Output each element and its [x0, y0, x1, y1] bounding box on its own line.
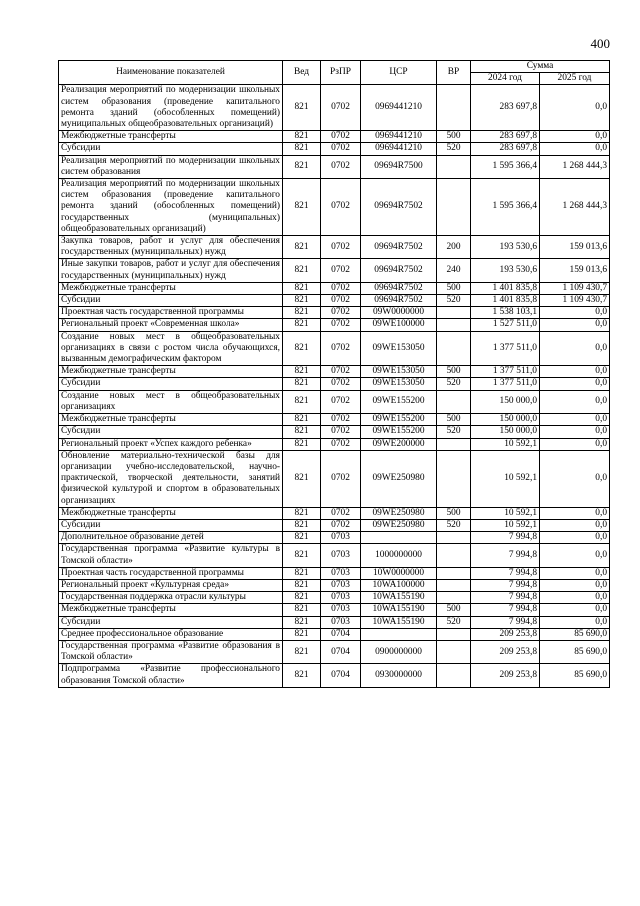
cell-name: Государственная программа «Развитие образования в Томской области»	[59, 640, 283, 663]
cell-csr: 09WE250980	[361, 519, 437, 531]
cell-csr: 10W0000000	[361, 567, 437, 579]
cell-vr	[437, 450, 471, 507]
cell-name: Межбюджетные трансферты	[59, 366, 283, 378]
cell-y2024: 209 253,8	[471, 640, 540, 663]
cell-csr: 0930000000	[361, 664, 437, 687]
cell-y2024: 193 530,6	[471, 259, 540, 282]
table-row	[59, 366, 610, 378]
cell-ved: 821	[283, 640, 321, 663]
cell-y2025: 0,0	[540, 438, 610, 450]
table-row	[59, 390, 610, 413]
table-row	[59, 295, 610, 307]
cell-ved: 821	[283, 179, 321, 236]
cell-name: Межбюджетные трансферты	[59, 414, 283, 426]
table-row	[59, 438, 610, 450]
cell-rzpr: 0702	[321, 179, 361, 236]
cell-rzpr: 0702	[321, 236, 361, 259]
cell-ved: 821	[283, 628, 321, 640]
cell-y2025: 0,0	[540, 579, 610, 591]
cell-rzpr: 0702	[321, 426, 361, 438]
cell-ved: 821	[283, 450, 321, 507]
cell-ved: 821	[283, 378, 321, 390]
cell-y2024: 7 994,8	[471, 616, 540, 628]
cell-rzpr: 0703	[321, 616, 361, 628]
cell-csr: 09WE155200	[361, 390, 437, 413]
cell-vr: 500	[437, 414, 471, 426]
cell-csr: 09694R7500	[361, 155, 437, 178]
cell-y2024: 283 697,8	[471, 143, 540, 155]
table-row	[59, 143, 610, 155]
cell-y2024: 7 994,8	[471, 592, 540, 604]
cell-rzpr: 0702	[321, 519, 361, 531]
cell-vr: 200	[437, 236, 471, 259]
cell-name: Региональный проект «Культурная среда»	[59, 579, 283, 591]
cell-vr	[437, 640, 471, 663]
cell-y2024: 1 595 366,4	[471, 179, 540, 236]
table-row	[59, 579, 610, 591]
cell-y2025: 1 268 444,3	[540, 179, 610, 236]
cell-rzpr: 0702	[321, 295, 361, 307]
cell-y2024: 10 592,1	[471, 507, 540, 519]
cell-rzpr: 0703	[321, 532, 361, 544]
cell-vr	[437, 664, 471, 687]
cell-y2024: 283 697,8	[471, 85, 540, 131]
cell-rzpr: 0702	[321, 366, 361, 378]
table-row	[59, 282, 610, 294]
cell-vr	[437, 544, 471, 567]
table-row	[59, 450, 610, 507]
cell-y2024: 1 527 511,0	[471, 319, 540, 331]
cell-y2025: 1 109 430,7	[540, 282, 610, 294]
cell-csr: 10WA155190	[361, 592, 437, 604]
cell-rzpr: 0702	[321, 507, 361, 519]
cell-y2025: 159 013,6	[540, 259, 610, 282]
cell-y2024: 1 538 103,1	[471, 307, 540, 319]
header-year-2025: 2025 год	[540, 73, 610, 85]
cell-y2024: 150 000,0	[471, 426, 540, 438]
cell-y2025: 85 690,0	[540, 628, 610, 640]
cell-ved: 821	[283, 616, 321, 628]
cell-y2025: 0,0	[540, 426, 610, 438]
cell-csr: 0900000000	[361, 640, 437, 663]
cell-vr: 520	[437, 616, 471, 628]
cell-y2024: 10 592,1	[471, 438, 540, 450]
table-row	[59, 507, 610, 519]
cell-y2025: 1 268 444,3	[540, 155, 610, 178]
cell-rzpr: 0702	[321, 143, 361, 155]
cell-vr: 520	[437, 426, 471, 438]
cell-csr: 09WE153050	[361, 366, 437, 378]
table-row	[59, 519, 610, 531]
cell-y2024: 7 994,8	[471, 532, 540, 544]
cell-y2024: 1 595 366,4	[471, 155, 540, 178]
cell-name: Межбюджетные трансферты	[59, 507, 283, 519]
cell-rzpr: 0704	[321, 664, 361, 687]
cell-vr	[437, 579, 471, 591]
cell-vr: 500	[437, 604, 471, 616]
cell-y2024: 7 994,8	[471, 544, 540, 567]
cell-vr: 500	[437, 131, 471, 143]
cell-y2024: 209 253,8	[471, 628, 540, 640]
cell-csr: 09WE153050	[361, 331, 437, 366]
cell-ved: 821	[283, 131, 321, 143]
cell-csr: 09W0000000	[361, 307, 437, 319]
cell-vr	[437, 179, 471, 236]
cell-csr	[361, 628, 437, 640]
cell-csr: 09694R7502	[361, 282, 437, 294]
cell-name: Государственная программа «Развитие культуры в Томской области»	[59, 544, 283, 567]
cell-ved: 821	[283, 331, 321, 366]
cell-y2024: 1 401 835,8	[471, 282, 540, 294]
cell-rzpr: 0702	[321, 450, 361, 507]
cell-y2025: 0,0	[540, 307, 610, 319]
cell-rzpr: 0704	[321, 628, 361, 640]
cell-name: Реализация мероприятий по модернизации школьных систем образования	[59, 155, 283, 178]
table-row	[59, 131, 610, 143]
cell-y2024: 7 994,8	[471, 579, 540, 591]
cell-rzpr: 0703	[321, 604, 361, 616]
cell-y2024: 10 592,1	[471, 519, 540, 531]
header-vr: ВР	[437, 61, 471, 85]
cell-csr: 09WE250980	[361, 507, 437, 519]
cell-y2025: 0,0	[540, 131, 610, 143]
cell-y2025: 85 690,0	[540, 640, 610, 663]
cell-csr: 0969441210	[361, 143, 437, 155]
cell-ved: 821	[283, 307, 321, 319]
table-row	[59, 604, 610, 616]
table-row	[59, 640, 610, 663]
cell-y2025: 0,0	[540, 450, 610, 507]
cell-ved: 821	[283, 544, 321, 567]
cell-csr: 0969441210	[361, 85, 437, 131]
table-row	[59, 664, 610, 687]
cell-ved: 821	[283, 295, 321, 307]
cell-rzpr: 0702	[321, 390, 361, 413]
cell-rzpr: 0702	[321, 307, 361, 319]
cell-rzpr: 0702	[321, 319, 361, 331]
cell-vr: 500	[437, 507, 471, 519]
cell-csr: 09694R7502	[361, 295, 437, 307]
cell-ved: 821	[283, 282, 321, 294]
table-row	[59, 414, 610, 426]
cell-rzpr: 0702	[321, 85, 361, 131]
cell-y2024: 283 697,8	[471, 131, 540, 143]
cell-y2025: 0,0	[540, 319, 610, 331]
header-year-2024: 2024 год	[471, 73, 540, 85]
cell-ved: 821	[283, 604, 321, 616]
cell-ved: 821	[283, 567, 321, 579]
table-row	[59, 236, 610, 259]
cell-y2025: 0,0	[540, 378, 610, 390]
cell-rzpr: 0702	[321, 131, 361, 143]
cell-name: Региональный проект «Успех каждого ребенка»	[59, 438, 283, 450]
cell-name: Создание новых мест в общеобразовательных организациях в связи с ростом числа обучающихся, вызванным демографическим фактором	[59, 331, 283, 366]
cell-vr	[437, 85, 471, 131]
cell-y2025: 159 013,6	[540, 236, 610, 259]
cell-y2025: 0,0	[540, 592, 610, 604]
cell-ved: 821	[283, 426, 321, 438]
cell-y2024: 7 994,8	[471, 567, 540, 579]
cell-rzpr: 0703	[321, 544, 361, 567]
cell-y2025: 0,0	[540, 532, 610, 544]
cell-name: Межбюджетные трансферты	[59, 282, 283, 294]
cell-rzpr: 0703	[321, 579, 361, 591]
table-row	[59, 532, 610, 544]
cell-name: Дополнительное образование детей	[59, 532, 283, 544]
cell-vr	[437, 307, 471, 319]
table-row	[59, 378, 610, 390]
header-row	[59, 61, 610, 73]
cell-y2024: 7 994,8	[471, 604, 540, 616]
cell-y2025: 0,0	[540, 507, 610, 519]
cell-csr: 0969441210	[361, 131, 437, 143]
cell-y2024: 1 401 835,8	[471, 295, 540, 307]
cell-vr	[437, 155, 471, 178]
cell-ved: 821	[283, 664, 321, 687]
cell-vr	[437, 331, 471, 366]
cell-vr: 520	[437, 378, 471, 390]
cell-rzpr: 0702	[321, 155, 361, 178]
cell-y2025: 0,0	[540, 616, 610, 628]
cell-csr: 10WA100000	[361, 579, 437, 591]
cell-y2025: 0,0	[540, 331, 610, 366]
cell-y2024: 1 377 511,0	[471, 331, 540, 366]
cell-y2024: 1 377 511,0	[471, 378, 540, 390]
cell-y2025: 0,0	[540, 390, 610, 413]
table-row	[59, 426, 610, 438]
cell-rzpr: 0703	[321, 567, 361, 579]
cell-y2025: 0,0	[540, 567, 610, 579]
cell-ved: 821	[283, 579, 321, 591]
page-number: 400	[590, 36, 610, 51]
cell-csr	[361, 532, 437, 544]
cell-vr: 520	[437, 143, 471, 155]
cell-ved: 821	[283, 259, 321, 282]
cell-csr: 09694R7502	[361, 259, 437, 282]
cell-name: Региональный проект «Современная школа»	[59, 319, 283, 331]
cell-ved: 821	[283, 366, 321, 378]
cell-vr	[437, 628, 471, 640]
cell-y2025: 85 690,0	[540, 664, 610, 687]
cell-name: Реализация мероприятий по модернизации школьных систем образования (проведение капитального ремонта зданий (обособленных помещений) муниципальных общеобразовательных организаций)	[59, 85, 283, 131]
cell-y2025: 0,0	[540, 85, 610, 131]
cell-csr: 10WA155190	[361, 616, 437, 628]
header-ved: Вед	[283, 61, 321, 85]
cell-y2024: 150 000,0	[471, 414, 540, 426]
cell-name: Реализация мероприятий по модернизации школьных систем образования (проведение капитального ремонта зданий (обособленных помещений) государственных (муниципальных) общеобразовательных организаций)	[59, 179, 283, 236]
cell-name: Закупка товаров, работ и услуг для обеспечения государственных (муниципальных) нужд	[59, 236, 283, 259]
cell-vr: 240	[437, 259, 471, 282]
cell-name: Создание новых мест в общеобразовательных организациях	[59, 390, 283, 413]
table-row	[59, 307, 610, 319]
cell-name: Субсидии	[59, 295, 283, 307]
cell-vr: 520	[437, 519, 471, 531]
cell-ved: 821	[283, 507, 321, 519]
cell-csr: 09WE155200	[361, 414, 437, 426]
cell-name: Обновление материально-технической базы для организации учебно-исследовательской, научно-практической, творческой деятельности, занятий физической культурой и спортом в образовательных организациях	[59, 450, 283, 507]
cell-ved: 821	[283, 390, 321, 413]
cell-vr	[437, 438, 471, 450]
table-row	[59, 319, 610, 331]
cell-rzpr: 0703	[321, 592, 361, 604]
cell-vr: 500	[437, 282, 471, 294]
cell-name: Проектная часть государственной программы	[59, 307, 283, 319]
table-row	[59, 259, 610, 282]
cell-y2024: 1 377 511,0	[471, 366, 540, 378]
cell-name: Межбюджетные трансферты	[59, 604, 283, 616]
header-sum: Сумма	[471, 61, 610, 73]
cell-ved: 821	[283, 438, 321, 450]
header-rzpr: РзПР	[321, 61, 361, 85]
cell-name: Среднее профессиональное образование	[59, 628, 283, 640]
cell-csr: 09WE250980	[361, 450, 437, 507]
cell-vr	[437, 319, 471, 331]
cell-y2024: 209 253,8	[471, 664, 540, 687]
table-row	[59, 628, 610, 640]
cell-y2024: 193 530,6	[471, 236, 540, 259]
cell-vr: 500	[437, 366, 471, 378]
table-row	[59, 567, 610, 579]
cell-rzpr: 0702	[321, 438, 361, 450]
budget-table	[58, 60, 610, 688]
cell-vr	[437, 532, 471, 544]
table-row	[59, 85, 610, 131]
cell-rzpr: 0702	[321, 259, 361, 282]
cell-csr: 09WE100000	[361, 319, 437, 331]
cell-y2025: 1 109 430,7	[540, 295, 610, 307]
cell-name: Субсидии	[59, 143, 283, 155]
cell-y2025: 0,0	[540, 544, 610, 567]
cell-rzpr: 0704	[321, 640, 361, 663]
cell-name: Субсидии	[59, 378, 283, 390]
cell-y2025: 0,0	[540, 366, 610, 378]
table-row	[59, 179, 610, 236]
cell-rzpr: 0702	[321, 414, 361, 426]
cell-y2025: 0,0	[540, 414, 610, 426]
cell-name: Субсидии	[59, 616, 283, 628]
cell-ved: 821	[283, 519, 321, 531]
cell-csr: 09694R7502	[361, 179, 437, 236]
cell-vr	[437, 567, 471, 579]
cell-name: Иные закупки товаров, работ и услуг для обеспечения государственных (муниципальных) нужд	[59, 259, 283, 282]
cell-rzpr: 0702	[321, 282, 361, 294]
cell-vr	[437, 390, 471, 413]
cell-name: Подпрограмма «Развитие профессионального образования Томской области»	[59, 664, 283, 687]
cell-csr: 09WE200000	[361, 438, 437, 450]
cell-ved: 821	[283, 85, 321, 131]
table-row	[59, 616, 610, 628]
cell-vr: 520	[437, 295, 471, 307]
cell-name: Субсидии	[59, 519, 283, 531]
cell-ved: 821	[283, 319, 321, 331]
cell-ved: 821	[283, 155, 321, 178]
cell-ved: 821	[283, 236, 321, 259]
cell-y2025: 0,0	[540, 143, 610, 155]
cell-ved: 821	[283, 414, 321, 426]
cell-csr: 10WA155190	[361, 604, 437, 616]
cell-csr: 09WE155200	[361, 426, 437, 438]
table-row	[59, 331, 610, 366]
cell-name: Государственная поддержка отрасли культуры	[59, 592, 283, 604]
table-row	[59, 592, 610, 604]
cell-rzpr: 0702	[321, 378, 361, 390]
cell-ved: 821	[283, 143, 321, 155]
cell-csr: 09WE153050	[361, 378, 437, 390]
cell-ved: 821	[283, 592, 321, 604]
cell-y2024: 10 592,1	[471, 450, 540, 507]
header-name: Наименование показателей	[59, 61, 283, 85]
cell-csr: 09694R7502	[361, 236, 437, 259]
cell-rzpr: 0702	[321, 331, 361, 366]
cell-name: Субсидии	[59, 426, 283, 438]
cell-y2024: 150 000,0	[471, 390, 540, 413]
cell-y2025: 0,0	[540, 519, 610, 531]
cell-name: Проектная часть государственной программы	[59, 567, 283, 579]
header-csr: ЦСР	[361, 61, 437, 85]
table-row	[59, 155, 610, 178]
cell-vr	[437, 592, 471, 604]
cell-csr: 1000000000	[361, 544, 437, 567]
cell-name: Межбюджетные трансферты	[59, 131, 283, 143]
table-row	[59, 544, 610, 567]
cell-y2025: 0,0	[540, 604, 610, 616]
cell-ved: 821	[283, 532, 321, 544]
